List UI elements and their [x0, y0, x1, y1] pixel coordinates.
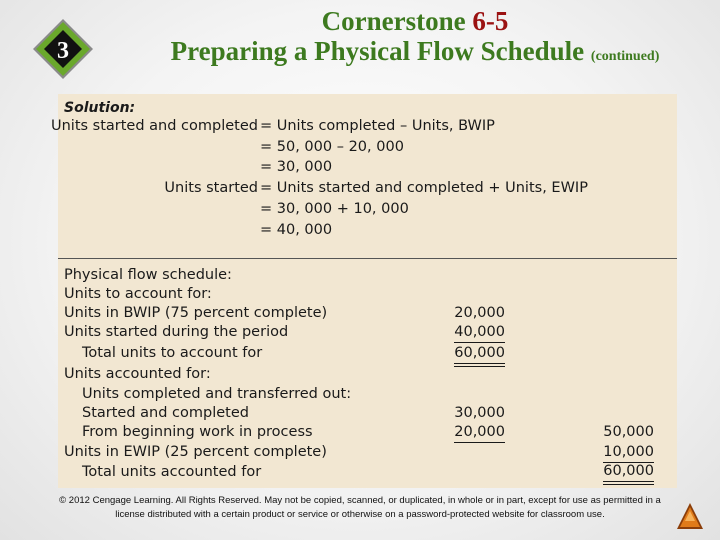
- accounted-heading: Units accounted for:: [64, 366, 211, 382]
- copyright-footer: [20, 494, 700, 522]
- started-value: 40,000: [454, 322, 505, 343]
- solution-heading: Solution:: [64, 100, 136, 116]
- transferred-heading: Units completed and transferred out:: [82, 386, 352, 402]
- bwp-value: 20,000: [454, 422, 505, 443]
- footer-line2: license distributed with a certain product or service or otherwise on a password-protected website for classroom use.: [115, 509, 605, 520]
- total-to-account-value: 60,000: [454, 343, 505, 367]
- sc-label: Started and completed: [82, 405, 249, 421]
- solution-expr-1: = Units completed – Units, BWIP: [260, 118, 495, 134]
- sc-value: 30,000: [454, 405, 505, 421]
- solution-expr-4: = Units started and completed + Units, EWIP: [260, 180, 588, 196]
- schedule-heading: Physical flow schedule:: [64, 267, 232, 283]
- ewip-value: 10,000: [603, 442, 654, 463]
- diamond-badge-icon: [30, 16, 96, 82]
- started-label: Units started during the period: [64, 324, 289, 340]
- bwip-value: 20,000: [454, 305, 505, 321]
- ewip-label: Units in EWIP (25 percent complete): [64, 444, 327, 460]
- bwp-label: From beginning work in process: [82, 424, 313, 440]
- total-accounted-value: 60,000: [603, 461, 654, 485]
- title-line2: Preparing a Physical Flow Schedule: [170, 36, 585, 66]
- total-to-account-label: Total units to account for: [82, 345, 263, 361]
- total-accounted-label: Total units accounted for: [82, 464, 262, 480]
- solution-panel: [50, 94, 677, 488]
- solution-label-4: Units started: [164, 180, 258, 196]
- transferred-total: 50,000: [603, 424, 654, 440]
- title-prefix: Cornerstone: [321, 6, 466, 36]
- chapter-number: 3: [57, 38, 69, 64]
- solution-expr-6: = 40, 000: [260, 222, 333, 238]
- triangle-nav-icon: [676, 502, 704, 530]
- solution-expr-2: = 50, 000 – 20, 000: [260, 139, 404, 155]
- title-number: 6-5: [472, 6, 509, 36]
- bwip-label: Units in BWIP (75 percent complete): [64, 305, 328, 321]
- section-divider: [58, 258, 677, 259]
- next-slide-button[interactable]: [676, 502, 704, 530]
- footer-line1: © 2012 Cengage Learning. All Rights Reserved. May not be copied, scanned, or duplicated, in whole or in part, except for use as permitted in a: [59, 495, 661, 506]
- to-account-heading: Units to account for:: [64, 286, 212, 302]
- solution-expr-5: = 30, 000 + 10, 000: [260, 201, 409, 217]
- chapter-badge: [30, 16, 96, 82]
- solution-label-1: Units started and completed: [50, 118, 258, 134]
- solution-expr-3: = 30, 000: [260, 159, 333, 175]
- slide-title: [110, 6, 720, 72]
- title-continued: (continued): [590, 49, 660, 64]
